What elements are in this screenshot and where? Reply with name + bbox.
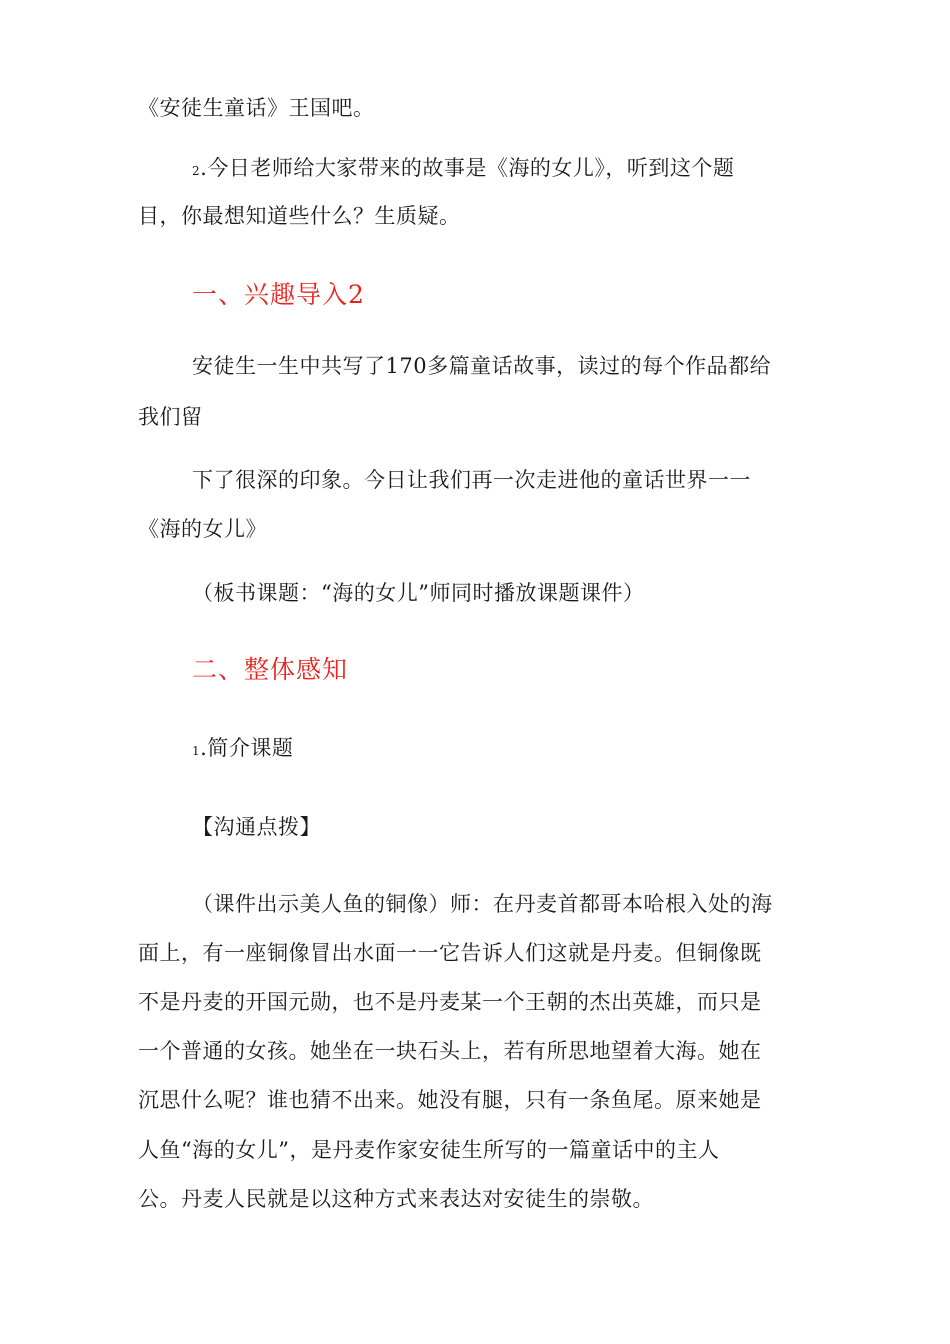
- paragraph-line: 《海的女儿》: [138, 517, 267, 541]
- paragraph-line: 我们留: [138, 405, 203, 429]
- paragraph-line: 人鱼“海的女儿”，是丹麦作家安徒生所写的一篇童话中的主人: [138, 1138, 720, 1162]
- paragraph-line: 安徒生一生中共写了170多篇童话故事，读过的每个作品都给: [192, 354, 772, 378]
- paragraph-line: [192, 153, 734, 186]
- paragraph-line: 公。丹麦人民就是以这种方式来表达对安徒生的崇敬。: [138, 1187, 654, 1211]
- paragraph-line: [192, 733, 293, 766]
- paragraph-line: 一个普通的女孩。她坐在一块石头上，若有所思地望着大海。她在: [138, 1039, 762, 1063]
- paragraph-line: 目，你最想知道些什么？生质疑。: [138, 204, 461, 228]
- list-number: 2: [192, 164, 201, 178]
- paragraph-line: 【沟通点拨】: [192, 815, 321, 839]
- paragraph-line: （板书课题：“海的女儿”师同时播放课题课件）: [192, 581, 645, 605]
- list-number: 1: [192, 744, 201, 758]
- section-heading-1: 一、兴趣导入2: [192, 280, 365, 309]
- paragraph-line: 沉思什么呢？谁也猜不出来。她没有腿，只有一条鱼尾。原来她是: [138, 1088, 762, 1112]
- paragraph-line: 下了很深的印象。今日让我们再一次走进他的童话世界一一: [192, 468, 751, 492]
- paragraph-text: .简介课题: [200, 736, 294, 760]
- paragraph-line: （课件出示美人鱼的铜像）师：在丹麦首都哥本哈根入处的海: [192, 892, 773, 916]
- paragraph-line: 《安徒生童话》王国吧。: [138, 96, 375, 120]
- paragraph-line: 面上，有一座铜像冒出水面一一它告诉人们这就是丹麦。但铜像既: [138, 941, 762, 965]
- paragraph-line: 不是丹麦的开国元勋，也不是丹麦某一个王朝的杰出英雄，而只是: [138, 990, 762, 1014]
- paragraph-text: .今日老师给大家带来的故事是《海的女儿》，听到这个题: [200, 156, 735, 180]
- section-heading-2: 二、整体感知: [192, 655, 349, 684]
